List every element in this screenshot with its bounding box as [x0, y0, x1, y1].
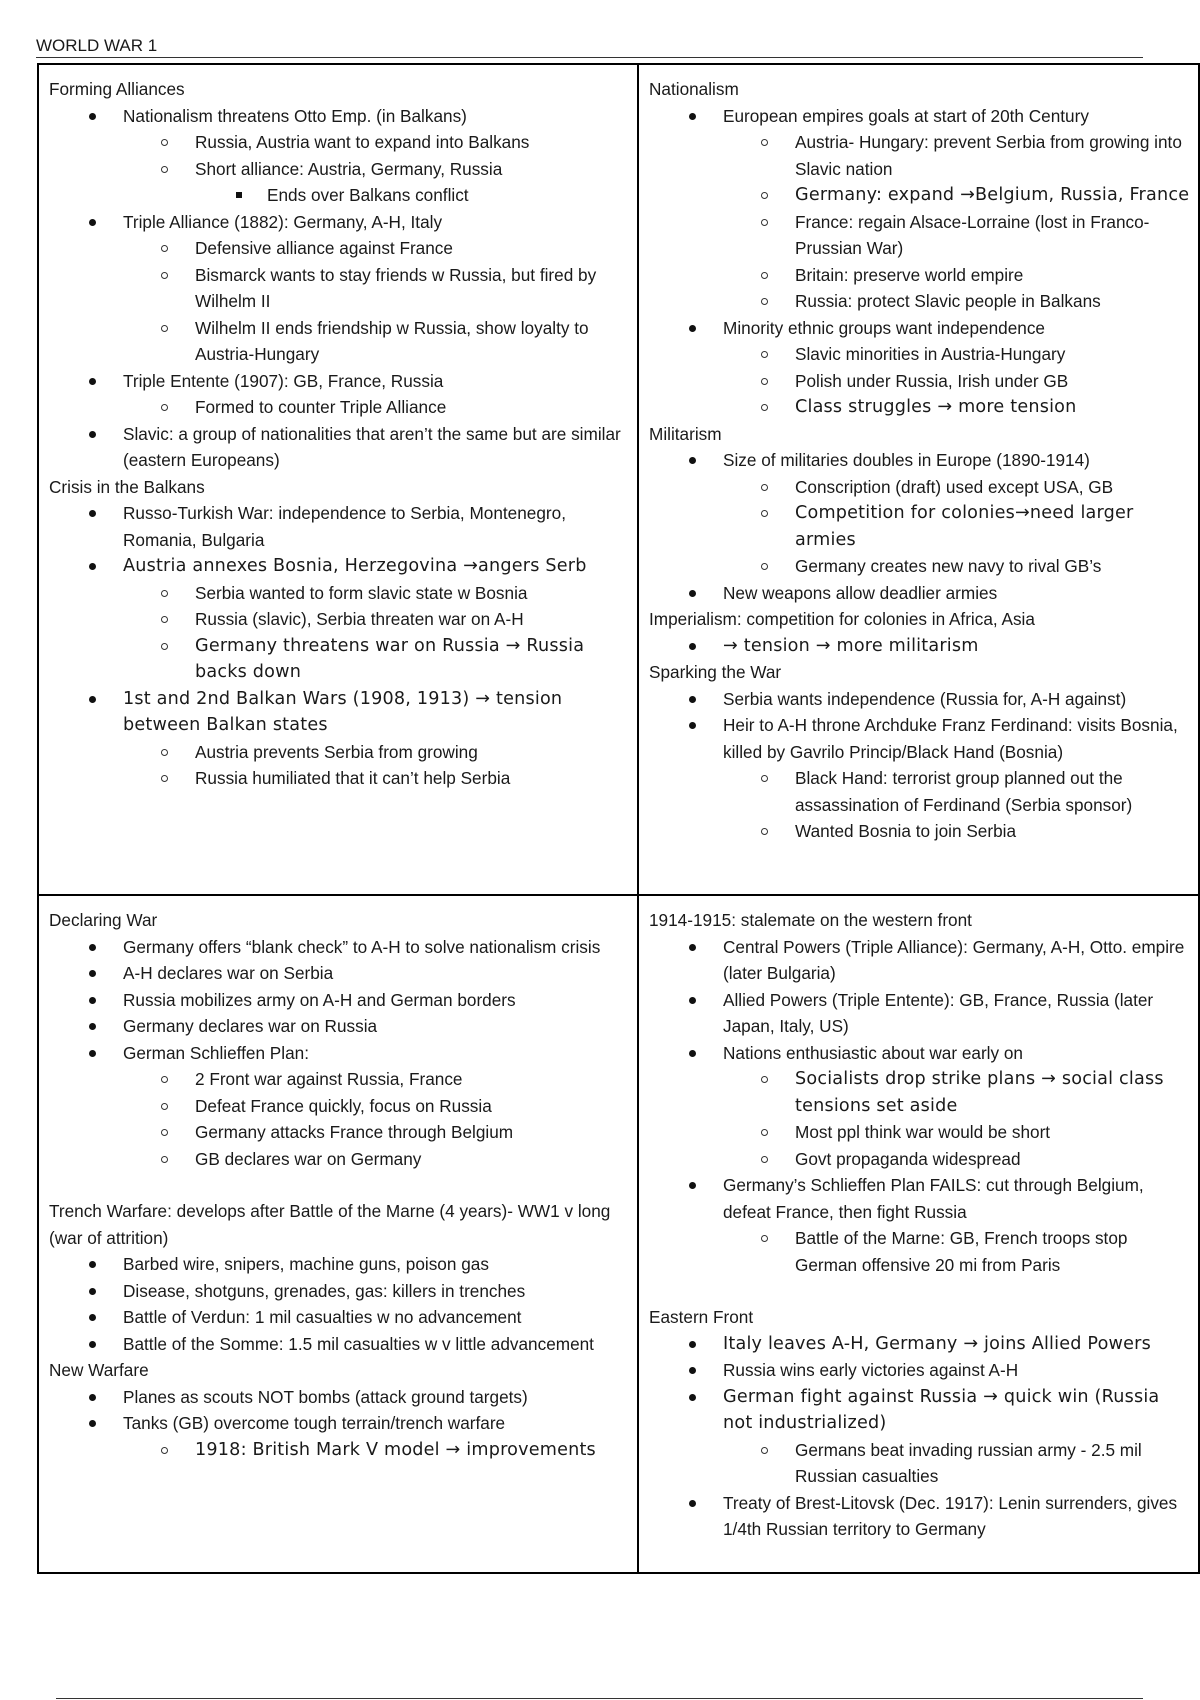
- section-title-eastern-front: Eastern Front: [649, 1307, 754, 1327]
- section-title-trench-warfare: Trench Warfare: develops after Battle of the Marne (4 years)- WW1 v long (war of attrition): [49, 1201, 611, 1248]
- list-item: Socialists drop strike plans → social class tensions set aside: [649, 1066, 1190, 1119]
- trench-warfare-list: [49, 1251, 629, 1357]
- list-item: Russia, Austria want to expand into Balkans: [49, 129, 629, 156]
- section-title-new-warfare: New Warfare: [49, 1360, 149, 1380]
- list-item: Germany’s Schlieffen Plan FAILS: cut through Belgium, defeat France, then fight Russia: [649, 1172, 1190, 1225]
- list-item: Nations enthusiastic about war early on: [649, 1040, 1190, 1067]
- section-title-declaring-war: Declaring War: [49, 910, 158, 930]
- section-title-forming-alliances: Forming Alliances: [49, 79, 185, 99]
- list-item: Short alliance: Austria, Germany, Russia: [49, 156, 629, 183]
- list-item: Battle of the Marne: GB, French troops stop German offensive 20 mi from Paris: [649, 1225, 1190, 1278]
- list-item: Minority ethnic groups want independence: [649, 315, 1190, 342]
- list-item: Bismarck wants to stay friends w Russia, but fired by Wilhelm II: [49, 262, 629, 315]
- list-item: Formed to counter Triple Alliance: [49, 394, 629, 421]
- list-item: Wilhelm II ends friendship w Russia, show loyalty to Austria-Hungary: [49, 315, 629, 368]
- list-item: France: regain Alsace-Lorraine (lost in Franco-Prussian War): [649, 209, 1190, 262]
- list-item: 1918: British Mark V model → improvements: [49, 1437, 629, 1464]
- cell-top-left: [38, 64, 638, 895]
- list-item: Barbed wire, snipers, machine guns, poison gas: [49, 1251, 629, 1278]
- section-title-crisis-balkans: Crisis in the Balkans: [49, 476, 205, 497]
- eastern-front-list: [649, 1331, 1190, 1543]
- list-item: Heir to A-H throne Archduke Franz Ferdinand: visits Bosnia, killed by Gavrilo Princip/Black Hand (Bosnia): [649, 712, 1190, 765]
- list-item: Wanted Bosnia to join Serbia: [649, 818, 1190, 845]
- list-item: Slavic minorities in Austria-Hungary: [649, 341, 1190, 368]
- section-title-nationalism: Nationalism: [649, 79, 739, 99]
- list-item: Govt propaganda widespread: [649, 1146, 1190, 1173]
- list-item: Austria- Hungary: prevent Serbia from growing into Slavic nation: [649, 129, 1190, 182]
- cell-bottom-right: [638, 895, 1199, 1573]
- section-title-militarism: Militarism: [649, 423, 722, 444]
- list-item: German Schlieffen Plan:: [49, 1040, 629, 1067]
- list-item: Russia: protect Slavic people in Balkans: [649, 288, 1190, 315]
- list-item: Size of militaries doubles in Europe (1890-1914): [649, 447, 1190, 474]
- stalemate-list: [649, 934, 1190, 1279]
- list-item: Defensive alliance against France: [49, 235, 629, 262]
- list-item: Russia mobilizes army on A-H and German borders: [49, 987, 629, 1014]
- cell-bottom-left: [38, 895, 638, 1573]
- title-divider: [36, 57, 1143, 58]
- list-item: Polish under Russia, Irish under GB: [649, 368, 1190, 395]
- notes-grid: [37, 63, 1200, 1574]
- imperialism-list: [649, 633, 1190, 660]
- new-warfare-list: [49, 1384, 629, 1464]
- section-title-sparking-war: Sparking the War: [649, 662, 782, 682]
- list-item: Slavic: a group of nationalities that aren’t the same but are similar (eastern Europeans): [49, 421, 629, 474]
- list-item: Conscription (draft) used except USA, GB: [649, 474, 1190, 501]
- list-item: Competition for colonies→need larger armies: [649, 500, 1190, 553]
- list-item: Treaty of Brest-Litovsk (Dec. 1917): Lenin surrenders, gives 1/4th Russian territory to Germany: [649, 1490, 1190, 1543]
- list-item: Battle of Verdun: 1 mil casualties w no advancement: [49, 1304, 629, 1331]
- list-item: A-H declares war on Serbia: [49, 960, 629, 987]
- list-item: Germany offers “blank check” to A-H to solve nationalism crisis: [49, 934, 629, 961]
- list-item: Ends over Balkans conflict: [49, 182, 629, 209]
- list-item: Battle of the Somme: 1.5 mil casualties w v little advancement: [49, 1331, 629, 1358]
- list-item: Russia humiliated that it can’t help Serbia: [49, 765, 629, 792]
- list-item: Russia (slavic), Serbia threaten war on A-H: [49, 606, 629, 633]
- list-item: Triple Alliance (1882): Germany, A-H, Italy: [49, 209, 629, 236]
- list-item: Most ppl think war would be short: [649, 1119, 1190, 1146]
- list-item: Germany creates new navy to rival GB’s: [649, 553, 1190, 580]
- list-item: Germany attacks France through Belgium: [49, 1119, 629, 1146]
- list-item: Planes as scouts NOT bombs (attack ground targets): [49, 1384, 629, 1411]
- section-title-stalemate: 1914-1915: stalemate on the western front: [649, 910, 972, 930]
- list-item: Nationalism threatens Otto Emp. (in Balkans): [49, 103, 629, 130]
- list-item: Germany declares war on Russia: [49, 1013, 629, 1040]
- section-title-imperialism: Imperialism: competition for colonies in Africa, Asia: [649, 609, 1035, 629]
- list-item: Central Powers (Triple Alliance): Germany, A-H, Otto. empire (later Bulgaria): [649, 934, 1190, 987]
- list-item: Disease, shotguns, grenades, gas: killers in trenches: [49, 1278, 629, 1305]
- list-item: New weapons allow deadlier armies: [649, 580, 1190, 607]
- list-item: Tanks (GB) overcome tough terrain/trench warfare: [49, 1410, 629, 1437]
- list-item: Russo-Turkish War: independence to Serbia, Montenegro, Romania, Bulgaria: [49, 500, 629, 553]
- list-item: German fight against Russia → quick win (Russia not industrialized): [649, 1384, 1190, 1437]
- forming-alliances-list: [49, 103, 629, 474]
- list-item: Serbia wants independence (Russia for, A-H against): [649, 686, 1190, 713]
- list-item: Black Hand: terrorist group planned out the assassination of Ferdinand (Serbia sponsor): [649, 765, 1190, 818]
- list-item: Russia wins early victories against A-H: [649, 1357, 1190, 1384]
- list-item: European empires goals at start of 20th Century: [649, 103, 1190, 130]
- nationalism-list: [649, 103, 1190, 421]
- sparking-list: [649, 686, 1190, 845]
- militarism-list: [649, 447, 1190, 606]
- list-item: Serbia wanted to form slavic state w Bosnia: [49, 580, 629, 607]
- list-item: Italy leaves A-H, Germany → joins Allied Powers: [649, 1331, 1190, 1358]
- list-item: Germans beat invading russian army - 2.5 mil Russian casualties: [649, 1437, 1190, 1490]
- list-item: → tension → more militarism: [649, 633, 1190, 660]
- list-item: Class struggles → more tension: [649, 394, 1190, 421]
- footer-divider: [56, 1698, 1143, 1699]
- list-item: Germany: expand →Belgium, Russia, France: [649, 182, 1190, 209]
- list-item: 2 Front war against Russia, France: [49, 1066, 629, 1093]
- crisis-balkans-list: [49, 500, 629, 792]
- declaring-war-list: [49, 934, 629, 1173]
- list-item: Austria prevents Serbia from growing: [49, 739, 629, 766]
- list-item: Defeat France quickly, focus on Russia: [49, 1093, 629, 1120]
- list-item: 1st and 2nd Balkan Wars (1908, 1913) → tension between Balkan states: [49, 686, 629, 739]
- document-title: WORLD WAR 1: [36, 36, 158, 55]
- cell-top-right: [638, 64, 1199, 895]
- list-item: Triple Entente (1907): GB, France, Russia: [49, 368, 629, 395]
- list-item: Austria annexes Bosnia, Herzegovina →angers Serb: [49, 553, 629, 580]
- list-item: Germany threatens war on Russia → Russia backs down: [49, 633, 629, 686]
- list-item: Britain: preserve world empire: [649, 262, 1190, 289]
- list-item: GB declares war on Germany: [49, 1146, 629, 1173]
- list-item: Allied Powers (Triple Entente): GB, France, Russia (later Japan, Italy, US): [649, 987, 1190, 1040]
